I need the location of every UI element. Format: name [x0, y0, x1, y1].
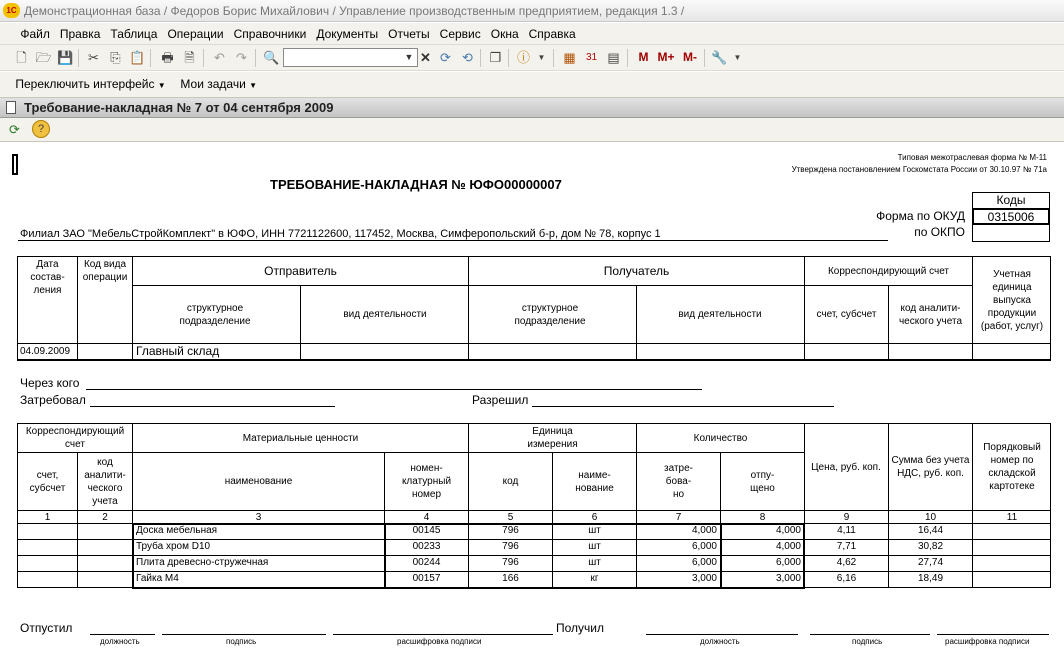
- okud-code: 0315006: [972, 208, 1050, 225]
- item-req: 6,000: [691, 557, 717, 568]
- item-nom: 00244: [412, 557, 441, 568]
- item-sum: 30,82: [917, 541, 944, 552]
- find-next-icon[interactable]: ⟳: [440, 50, 451, 65]
- memory-minus-button[interactable]: M-: [683, 50, 697, 64]
- col2-materials: Материальные ценности: [242, 432, 359, 444]
- item-sum: 27,74: [917, 557, 944, 568]
- settings-icon[interactable]: 🔧: [711, 50, 728, 65]
- col-receiver: Получатель: [603, 263, 670, 278]
- col2-sum: Сумма без учета НДС, руб. коп.: [891, 455, 970, 479]
- item-req: 4,000: [691, 525, 717, 536]
- received-signature: подпись: [852, 637, 883, 646]
- menu-service[interactable]: Сервис: [439, 27, 481, 41]
- switch-interface-dropdown-icon[interactable]: ▼: [157, 81, 166, 90]
- col-analytic: код аналити-ческого учета: [898, 302, 963, 327]
- help-icon[interactable]: ?: [32, 120, 50, 138]
- item-price: 4,11: [837, 525, 856, 536]
- clear-search-icon[interactable]: ✕: [420, 50, 431, 65]
- menu-documents[interactable]: Документы: [316, 27, 379, 41]
- codes-header: Коды: [972, 192, 1050, 209]
- redo-icon[interactable]: ↷: [236, 50, 247, 65]
- item-price: 7,71: [836, 541, 857, 552]
- item-nom: 00157: [412, 573, 441, 584]
- menu-operations[interactable]: Операции: [167, 27, 224, 41]
- received-position: должность: [700, 637, 740, 646]
- item-sum: 16,44: [917, 525, 944, 536]
- app-logo-icon: 1С: [3, 3, 20, 18]
- allowed-label: Разрешил: [472, 393, 529, 407]
- item-code: 796: [502, 557, 519, 568]
- switch-interface-button[interactable]: Переключить интерфейс: [15, 77, 155, 91]
- col2-corr-account: Корреспондирующий счет: [25, 426, 125, 450]
- received-decode: расшифровка подписи: [945, 637, 1030, 646]
- new-document-icon[interactable]: 🗋: [16, 50, 27, 65]
- item-name: Труба хром D10: [136, 541, 211, 552]
- approval-note: Утверждена постановлением Госкомстата России от 30.10.97 № 71а: [791, 165, 1047, 174]
- open-folder-icon[interactable]: 🗁: [35, 50, 52, 65]
- info-dropdown-icon[interactable]: ▼: [537, 53, 546, 62]
- paste-icon[interactable]: 📋: [129, 50, 146, 65]
- windows-icon[interactable]: ❐: [489, 50, 502, 65]
- preview-icon[interactable]: 🗎: [184, 50, 195, 65]
- col-account: счет, субсчет: [816, 309, 877, 320]
- col-receiver-activity: вид деятельности: [678, 309, 762, 320]
- find-prev-icon[interactable]: ⟲: [462, 50, 473, 65]
- form-title: ТРЕБОВАНИЕ-НАКЛАДНАЯ № ЮФО00000007: [270, 177, 562, 192]
- info-icon[interactable]: ⓘ: [516, 50, 530, 65]
- menu-table[interactable]: Таблица: [110, 27, 158, 41]
- undo-icon[interactable]: ↶: [214, 50, 225, 65]
- window-title-bar: [0, 0, 1064, 22]
- col2-quantity: Количество: [693, 432, 748, 444]
- item-sum: 18,49: [917, 573, 944, 584]
- document-toolbar: [0, 118, 1064, 142]
- col2-nomenclature: номен-клатурный номер: [401, 463, 452, 500]
- print-icon[interactable]: 🖶: [161, 50, 174, 65]
- clipboard-icon[interactable]: ▤: [607, 50, 620, 65]
- menu-edit[interactable]: Правка: [59, 27, 101, 41]
- cell-cursor: [12, 154, 18, 175]
- item-unit: шт: [588, 525, 601, 536]
- released-label: Отпустил: [20, 621, 73, 635]
- refresh-icon[interactable]: ⟳: [9, 122, 20, 137]
- calculator-icon[interactable]: ▦: [563, 50, 576, 65]
- col2-unit-code: код: [502, 476, 519, 487]
- item-price: 6,16: [836, 573, 857, 584]
- released-signature: подпись: [226, 637, 257, 646]
- col-operation-code: Код вида операции: [82, 259, 128, 283]
- col2-released: отпу-щено: [750, 469, 775, 494]
- request-date: 04.09.2009: [20, 346, 71, 357]
- through-whom-label: Через кого: [20, 376, 80, 390]
- memory-button[interactable]: M: [638, 50, 649, 64]
- col-accounting-unit: Учетная единица выпуска продукции (работ, услуг): [980, 268, 1044, 332]
- item-name: Доска мебельная: [136, 525, 218, 536]
- item-nom: 00145: [412, 525, 441, 536]
- item-code: 796: [502, 541, 519, 552]
- memory-plus-button[interactable]: M+: [657, 50, 675, 64]
- document-icon: [6, 101, 16, 114]
- my-tasks-dropdown-icon[interactable]: ▼: [249, 81, 258, 90]
- organization: Филиал ЗАО "МебельСтройКомплект" в ЮФО, ИНН 7721122600, 117452, Москва, Симферопольский б-р, дом № 78, корпус 1: [20, 228, 661, 240]
- menu-reports[interactable]: Отчеты: [388, 27, 430, 41]
- item-rel: 3,000: [775, 573, 801, 584]
- menu-file[interactable]: Файл: [20, 27, 50, 41]
- col2-requested: затре-бова-но: [664, 463, 693, 500]
- col2-card-number: Порядковый номер по складской картотеке: [983, 442, 1041, 492]
- menu-help[interactable]: Справка: [528, 27, 576, 41]
- calendar-icon[interactable]: 31: [585, 52, 598, 63]
- requested-label: Затребовал: [20, 393, 86, 407]
- received-label: Получил: [556, 621, 604, 635]
- document-window-title: [0, 98, 1064, 118]
- col2-account: счет, субсчет: [29, 469, 66, 494]
- col2-name: наименование: [224, 476, 293, 487]
- search-icon[interactable]: 🔍: [263, 50, 280, 65]
- document-title: Требование-накладная № 7 от 04 сентября 2009: [24, 100, 334, 115]
- col2-analytic: код аналити-ческого учета: [84, 456, 126, 507]
- col-corr-account: Корреспондирующий счет: [827, 265, 950, 277]
- item-unit: кг: [590, 573, 599, 584]
- window-title: Демонстрационная база / Федоров Борис Михайлович / Управление производственным предприятием, редакция 1.3 /: [24, 4, 685, 18]
- item-name: Плита древесно-стружечная: [136, 557, 269, 568]
- col-receiver-dept: структурное подразделение: [514, 302, 586, 327]
- settings-dropdown-icon[interactable]: ▼: [733, 53, 742, 62]
- col-date: Дата состав-ления: [30, 258, 65, 296]
- released-decode: расшифровка подписи: [397, 637, 482, 646]
- item-rel: 6,000: [775, 557, 801, 568]
- col2-unit-name: наиме-нование: [575, 469, 614, 494]
- item-rel: 4,000: [775, 541, 801, 552]
- item-code: 166: [502, 573, 519, 584]
- item-nom: 00233: [412, 541, 441, 552]
- okud-label: Форма по ОКУД: [876, 209, 965, 223]
- search-input[interactable]: [283, 48, 418, 67]
- item-name: Гайка М4: [136, 573, 179, 584]
- item-req: 3,000: [691, 573, 717, 584]
- item-rel: 4,000: [775, 525, 801, 536]
- menu-references[interactable]: Справочники: [233, 27, 307, 41]
- copy-icon[interactable]: ⎘: [110, 50, 121, 65]
- item-req: 6,000: [691, 541, 717, 552]
- printed-form: Типовая межотраслевая форма № М-11 Утверждена постановлением Госкомстата России от 30.10.97 № 71а ТРЕБОВАНИЕ-НАКЛАДНАЯ № ЮФО00000007 Коды 0315006 Форма по ОКУД по ОКПО Филиал ЗАО "МебельСтройКомплект" в ЮФО, ИНН 7721122600, 117452, Москва, Симферопольский б-р, дом № 78, корпус 1 Дата состав-ления Код вида операции Отправитель Получатель Корреспондирующий счет Учетная единица выпуска продукции (работ, услуг) структурное подразделение вид деятельности структурное подразделение вид деятельности счет, субсчет код аналити-ческого учета 04.09.2009 Главный склад Через кого Затребовал Разрешил Корреспондирующий счет Материальные ценности Единица измерения Количество Цена, руб. коп. Сумма без учета НДС, руб. коп. Порядковый номер по складской картотеке счет, субсчет код аналити-ческого учета наименование номен-клатурный номер код наиме-нование затре-бова-но отпу-щено 1 2 3 4 5 6 7 8 9 10 11 Доска мебельная 00145 796 шт 4,000 4,000 4,11 16,44 Труба хром D10 00233 796 шт 6,000 4,000 7,71 30,82 Плита древесно-стружечная 00244 796 шт 6,000 6,000 4,62 27,74 Гайка М4 00157 166 кг 3,000 3,000 6,16 18,49 Отпустил должность подпись расшифровка подписи Получил должность подпись расшифровка подписи: [0, 143, 1064, 661]
- item-code: 796: [502, 525, 519, 536]
- menu-windows[interactable]: Окна: [490, 27, 519, 41]
- item-unit: шт: [588, 541, 601, 552]
- typical-form-note: Типовая межотраслевая форма № М-11: [897, 153, 1047, 162]
- save-icon[interactable]: 💾: [57, 50, 74, 65]
- col-sender-activity: вид деятельности: [343, 309, 427, 320]
- okpo-label: по ОКПО: [914, 225, 965, 239]
- released-position: должность: [100, 637, 140, 646]
- my-tasks-button[interactable]: Мои задачи: [180, 77, 246, 91]
- interface-toolbar: [0, 72, 1064, 98]
- sender-dept: Главный склад: [136, 344, 220, 358]
- col-sender-dept: структурное подразделение: [179, 302, 251, 327]
- col2-unit: Единица измерения: [527, 426, 578, 450]
- item-unit: шт: [588, 557, 601, 568]
- cut-icon[interactable]: ✂: [88, 50, 99, 65]
- search-dropdown-icon[interactable]: ▼: [404, 52, 414, 62]
- item-price: 4,62: [836, 557, 857, 568]
- col2-price: Цена, руб. коп.: [811, 461, 881, 473]
- menu-bar: [0, 23, 1064, 45]
- col-sender: Отправитель: [264, 263, 337, 278]
- okpo-code: [972, 224, 1050, 242]
- main-toolbar: [0, 45, 1064, 71]
